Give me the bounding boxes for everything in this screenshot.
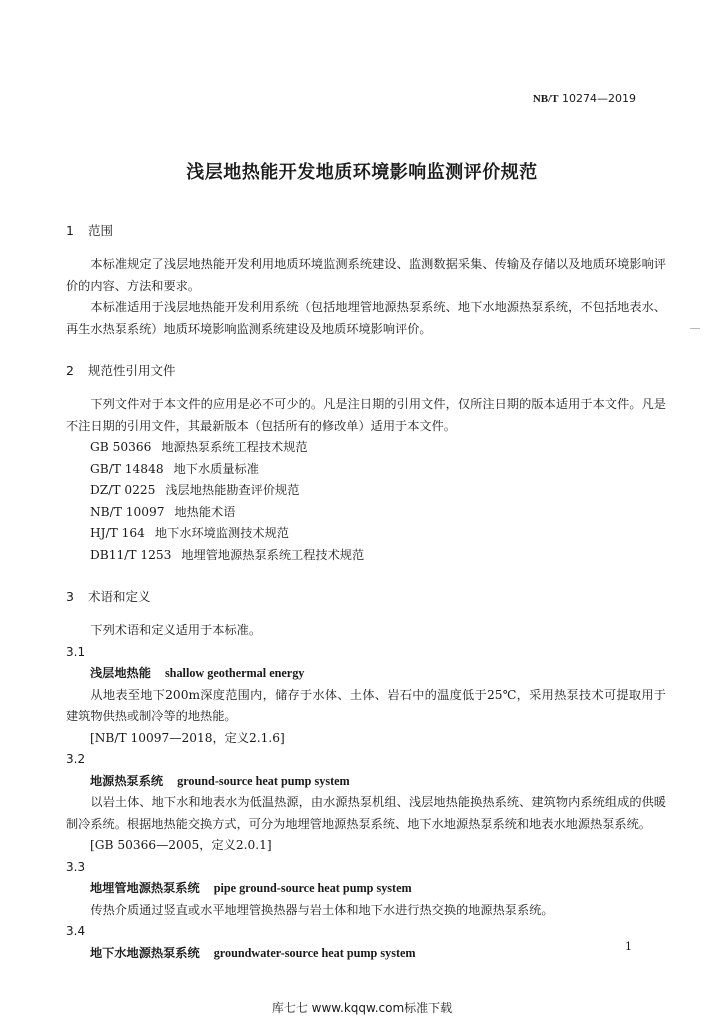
term-number: 3.2 bbox=[66, 752, 86, 766]
reference-code: NB/T 10097 bbox=[90, 504, 165, 519]
reference-item bbox=[66, 523, 666, 545]
term-source: [NB/T 10097—2018，定义2.1.6] bbox=[90, 730, 285, 745]
reference-name: 地下水质量标准 bbox=[173, 461, 259, 476]
scan-mark bbox=[690, 328, 700, 329]
term-chinese: 地下水地源热泵系统 bbox=[90, 945, 200, 960]
term-english: groundwater-source heat pump system bbox=[213, 945, 416, 960]
term-english: shallow geothermal energy bbox=[164, 666, 305, 680]
standard-code: 10274—2019 bbox=[562, 92, 636, 105]
term-english: pipe ground-source heat pump system bbox=[213, 881, 412, 895]
section-title: 术语和定义 bbox=[88, 589, 151, 604]
term-definition: 从地表至地下200m深度范围内，储存于水体、土体、岩石中的温度低于25℃，采用热泵技术可提取用于建筑物供热或制冷等的地热能。 bbox=[66, 687, 666, 723]
reference-item bbox=[66, 480, 666, 502]
term-definition: 以岩土体、地下水和地表水为低温热源，由水源热泵机组、浅层地热能换热系统、建筑物内系统组成的供暖制冷系统。根据地热能交换方式，可分为地埋管地源热泵系统、地下水地源热泵系统和地表水地源热泵系统。 bbox=[66, 795, 666, 831]
reference-name: 浅层地热能勘查评价规范 bbox=[165, 483, 300, 497]
reference-name: 地埋管地源热泵系统工程技术规范 bbox=[181, 547, 365, 562]
reference-code: DZ/T 0225 bbox=[90, 483, 156, 497]
term-number: 3.3 bbox=[66, 859, 86, 874]
section-number: 2 bbox=[66, 363, 74, 378]
term-source: [GB 50366—2005，定义2.0.1] bbox=[90, 838, 272, 852]
reference-code: GB 50366 bbox=[90, 440, 152, 454]
term-chinese: 地埋管地源热泵系统 bbox=[90, 881, 200, 895]
section-heading-references bbox=[66, 360, 666, 382]
term-number: 3.4 bbox=[66, 924, 86, 938]
reference-name: 地下水环境监测技术规范 bbox=[154, 526, 289, 540]
document-title: 浅层地热能开发地质环境影响监测评价规范 bbox=[186, 162, 538, 183]
reference-item bbox=[66, 502, 666, 524]
standard-prefix: NB/T bbox=[532, 93, 559, 105]
term-heading bbox=[66, 663, 666, 685]
section-number: 1 bbox=[66, 223, 74, 238]
term-chinese: 浅层地热能 bbox=[90, 666, 151, 680]
reference-item bbox=[66, 437, 666, 459]
term-heading bbox=[66, 878, 666, 900]
reference-item bbox=[66, 459, 666, 481]
reference-name: 地源热泵系统工程技术规范 bbox=[161, 440, 308, 454]
reference-code: DB11/T 1253 bbox=[90, 547, 172, 562]
reference-code: HJ/T 164 bbox=[90, 526, 145, 540]
section-heading-terms bbox=[66, 586, 666, 608]
section-title: 规范性引用文件 bbox=[88, 363, 176, 378]
term-chinese: 地源热泵系统 bbox=[90, 773, 164, 788]
term-heading bbox=[66, 771, 666, 793]
term-english: ground-source heat pump system bbox=[177, 773, 350, 788]
footer-watermark: 库七七 www.kqqw.com标准下载 bbox=[271, 1001, 453, 1015]
references-intro: 下列文件对于本文件的应用是必不可少的。凡是注日期的引用文件，仅所注日期的版本适用于本文件。凡是不注日期的引用文件，其最新版本（包括所有的修改单）适用于本文件。 bbox=[66, 397, 666, 433]
term-definition: 传热介质通过竖直或水平地埋管换热器与岩土体和地下水进行热交换的地源热泵系统。 bbox=[90, 902, 554, 917]
reference-name: 地热能术语 bbox=[174, 504, 236, 519]
section-number: 3 bbox=[66, 589, 74, 604]
term-heading bbox=[66, 943, 666, 965]
standard-number bbox=[533, 92, 636, 105]
section-heading-scope bbox=[66, 220, 666, 242]
page-number: 1 bbox=[625, 940, 632, 953]
terms-intro: 下列术语和定义适用于本标准。 bbox=[90, 623, 262, 637]
scope-paragraph: 本标准规定了浅层地热能开发利用地质环境监测系统建设、监测数据采集、传输及存储以及地质环境影响评价的内容、方法和要求。 bbox=[66, 257, 666, 293]
section-title: 范围 bbox=[88, 223, 114, 238]
reference-item bbox=[66, 545, 666, 567]
reference-code: GB/T 14848 bbox=[90, 461, 164, 476]
term-number: 3.1 bbox=[66, 644, 86, 659]
document-body bbox=[66, 220, 666, 964]
scope-paragraph: 本标准适用于浅层地热能开发利用系统（包括地埋管地源热泵系统、地下水地源热泵系统，不包括地表水、再生水热泵系统）地质环境影响监测系统建设及地质环境影响评价。 bbox=[66, 300, 666, 336]
